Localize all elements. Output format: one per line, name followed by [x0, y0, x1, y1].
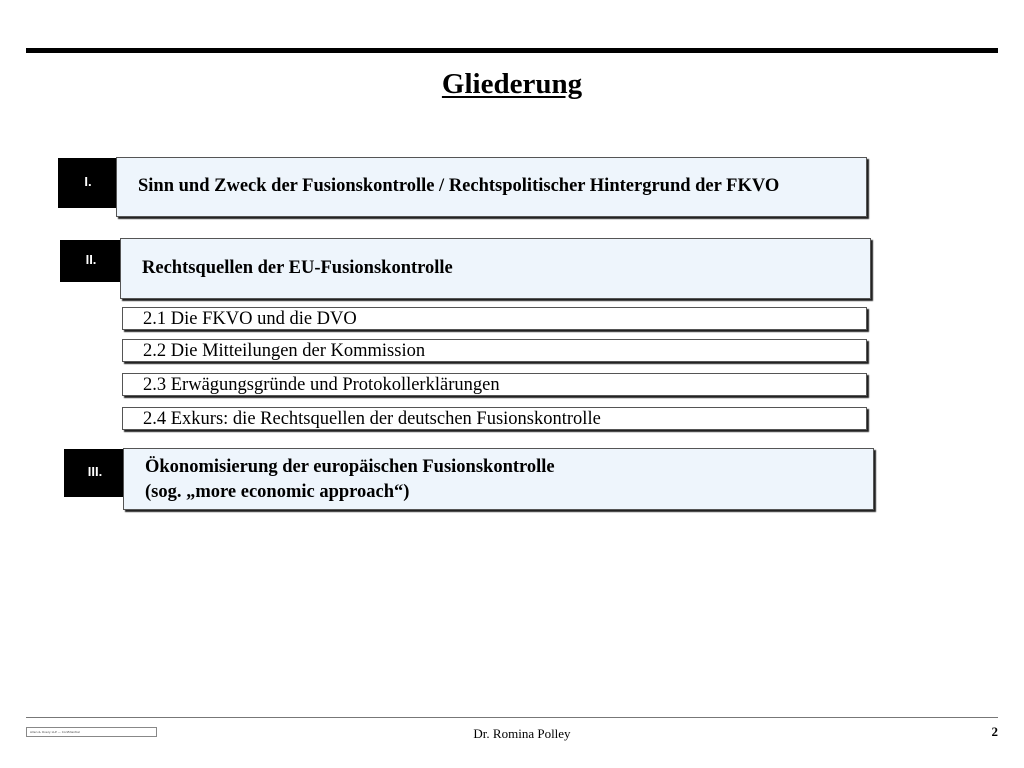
- subsection-box: [122, 407, 867, 430]
- subsection-label: 2.3 Erwägungsgründe und Protokollerklärungen: [143, 375, 500, 395]
- footer-small-print: Allen & Overy LLP — Confidential: [26, 727, 157, 737]
- section-number-badge: [64, 449, 126, 497]
- section-box-3: [123, 448, 874, 510]
- section-number: I.: [84, 174, 92, 189]
- footer-author: Dr. Romina Polley: [473, 726, 571, 741]
- section-number-badge: [58, 158, 118, 208]
- section-label: Rechtsquellen der EU-Fusionskontrolle: [142, 258, 453, 278]
- footer-divider: [26, 717, 998, 718]
- section-number-badge: [60, 240, 122, 282]
- section-number: III.: [87, 464, 103, 479]
- subsection-label: 2.2 Die Mitteilungen der Kommission: [143, 341, 426, 361]
- subsection-box: [122, 307, 867, 330]
- page-number: 2: [991, 724, 998, 739]
- subsection-label: 2.1 Die FKVO und die DVO: [143, 309, 357, 329]
- subsection-box: [122, 373, 867, 396]
- section-label-line-2: (sog. „more economic approach“): [145, 482, 410, 502]
- slide-title: Gliederung: [441, 68, 583, 100]
- section-label: Sinn und Zweck der Fusionskontrolle / Rechtspolitischer Hintergrund der FKVO: [138, 176, 780, 196]
- subsection-label: 2.4 Exkurs: die Rechtsquellen der deutschen Fusionskontrolle: [143, 409, 601, 429]
- top-divider: [26, 48, 998, 53]
- section-box-2: [120, 238, 871, 299]
- section-number: II.: [85, 252, 97, 267]
- section-label-line-1: Ökonomisierung der europäischen Fusionskontrolle: [145, 457, 555, 477]
- subsection-box: [122, 339, 867, 362]
- section-box-1: [116, 157, 867, 217]
